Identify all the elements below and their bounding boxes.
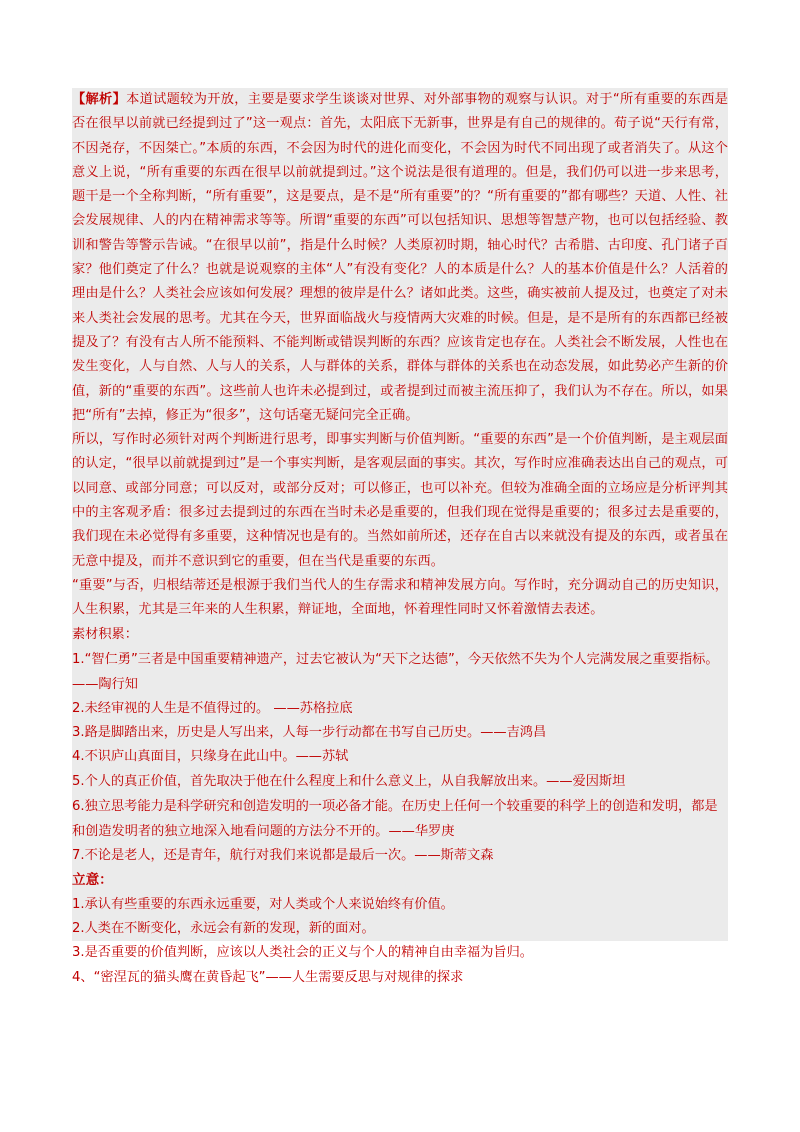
materials-heading: 素材积累：: [72, 626, 138, 642]
analysis-paragraph-1: [72, 88, 728, 428]
material-item: 2.未经审视的人生是不值得过的。 ——苏格拉底: [72, 700, 353, 716]
theme-item: 3.是否重要的价值判断，应该以人类社会的正义与个人的精神自由幸福为旨归。: [72, 945, 533, 961]
analysis-block: [72, 88, 728, 941]
analysis-tag: 【解析】: [72, 92, 127, 107]
document-page: [72, 88, 728, 990]
analysis-paragraph-2: 所以，写作时必须针对两个判断进行思考，即事实判断与价值判断。“重要的东西”是一个价值判断，是主观层面的认定，“很早以前就提到过”是一个事实判断，是客观层面的事实。其次，写作时应准确表达出自己的观点，可以同意、或部分同意；可以反对，或部分反对；可以修正，也可以补充。但较为准确全面的立场应是分析评判其中的主客观矛盾：很多过去提到过的东西在当时未必是重要的，但我们现在觉得是重要的；很多过去是重要的，我们现在未必觉得有多重要，这种情况也是有的。当然如前所述，还存在自古以来就没有提及的东西，或者虽在无意中提及，而并不意识到它的重要，但在当代是重要的东西。: [72, 432, 728, 569]
material-item: 5.个人的真正价值，首先取决于他在什么程度上和什么意义上，从自我解放出来。——爱因斯坦: [72, 773, 626, 789]
theme-item: 1.承认有些重要的东西永远重要，对人类或个人来说始终有价值。: [72, 896, 454, 912]
material-item: 6.独立思考能力是科学研究和创造发明的一项必备才能。在历史上任何一个较重要的科学上的创造和发明，都是和创造发明者的独立地深入地看问题的方法分不开的。——华罗庚: [72, 799, 718, 840]
theme-item: 4、“密涅瓦的猫头鹰在黄昏起飞”——人生需要反思与对规律的探求: [72, 969, 464, 985]
analysis-paragraph-3: “重要”与否，归根结蒂还是根源于我们当代人的生存需求和精神发展方向。写作时，充分调动自己的历史知识，人生积累，尤其是三年来的人生积累，辩证地，全面地，怀着理性同时又怀着激情去表述。: [72, 577, 728, 618]
material-item: 1.“智仁勇”三者是中国重要精神遗产，过去它被认为“天下之达德”，今天依然不失为个人完满发展之重要指标。——陶行知: [72, 651, 719, 692]
material-item: 3.路是脚踏出来，历史是人写出来，人每一步行动都在书写自己历史。——吉鸿昌: [72, 725, 547, 741]
theme-item: 2.人类在不断变化，永远会有新的发现，新的面对。: [72, 920, 375, 936]
material-item: 7.不论是老人，还是青年，航行对我们来说都是最后一次。——斯蒂文森: [72, 848, 494, 864]
material-item: 4.不识庐山真面目，只缘身在此山中。——苏轼: [72, 749, 349, 765]
themes-heading: 立意：: [72, 872, 113, 889]
analysis-text-1: 本道试题较为开放，主要是要求学生谈谈对世界、对外部事物的观察与认识。对于“所有重要的东西是否在很早以前就已经提到过了”这一观点：首先，太阳底下无新事，世界是有自己的规律的。荀子说“天行有常，不因尧存，不因桀亡。”本质的东西，不会因为时代的进化而变化，不会因为时代不同出现了或者消失了。从这个意义上说，“所有重要的东西在很早以前就提到过。”这个说法是很有道理的。但是，我们仍可以进一步来思考，题干是一个全称判断，“所有重要”，这是要点，是不是“所有重要”的？“所有重要的”都有哪些？天道、人性、社会发展规律、人的内在精神需求等等。所谓“重要的东西”可以包括知识、思想等智慧产物，也可以包括经验、教训和警告等警示告诫。“在很早以前”，指是什么时候？人类原初时期，轴心时代？古希腊、古印度、孔门诸子百家？他们奠定了什么？也就是说观察的主体“人”有没有变化？人的本质是什么？人的基本价值是什么？人活着的理由是什么？人类社会应该如何发展？理想的彼岸是什么？诸如此类。这些，确实被前人提及过，也奠定了对未来人类社会发展的思考。尤其在今天，世界面临战火与疫情两大灾难的时候。但是，是不是所有的东西都已经被提及了？有没有古人所不能预料、不能判断或错误判断的东西？应该肯定也存在。人类社会不断发展，人性也在发生变化，人与自然、人与人的关系，人与群体的关系，群体与群体的关系也在动态发展，如此势必产生新的价值，新的“重要的东西”。这些前人也许未必提到过，或者提到过而被主流压抑了，我们认为不存在。所以，如果把“所有”去掉，修正为“很多”，这句话毫无疑问完全正确。: [72, 92, 728, 423]
